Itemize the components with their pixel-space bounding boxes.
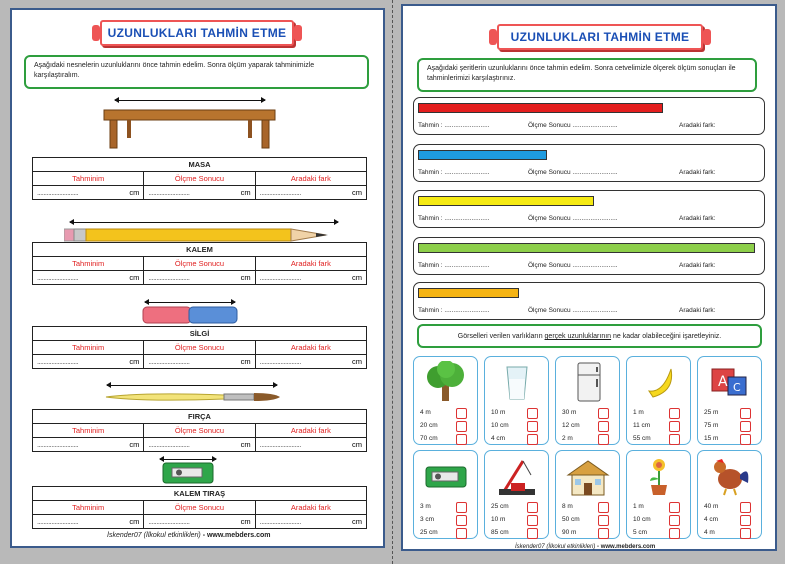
option-label: 4 cm [491, 435, 506, 442]
colored-strip [418, 103, 663, 113]
svg-text:A: A [718, 374, 728, 390]
sharpener-icon [422, 455, 470, 497]
right-instruction-2: Görselleri verilen varlıkların gerçek uzunluklarının ne kadar olabileceğini işaretleyiniz. [417, 324, 762, 348]
option-checkbox[interactable] [456, 408, 467, 419]
measure-field[interactable]: .......................... cm [144, 515, 255, 529]
option-label: 85 cm [491, 529, 509, 536]
diff-field[interactable]: .......................... cm [255, 186, 366, 200]
option-label: 3 cm [420, 516, 435, 523]
strip-measure-field[interactable]: Ölçme Sonucu ......................... [528, 215, 618, 222]
masa-title: MASA [33, 158, 367, 172]
colored-strip [418, 288, 519, 298]
sharpener-icon [162, 462, 214, 484]
option-checkbox[interactable] [527, 515, 538, 526]
option-checkbox[interactable] [456, 528, 467, 539]
guess-field[interactable]: .......................... cm [33, 515, 144, 529]
header-diff: Aradaki fark [255, 424, 366, 438]
option-label: 25 cm [420, 529, 438, 536]
option-checkbox[interactable] [527, 408, 538, 419]
eraser-icon [142, 305, 238, 325]
option-label: 12 cm [562, 422, 580, 429]
option-checkbox[interactable] [669, 434, 680, 445]
option-label: 75 m [704, 422, 719, 429]
strip-row [413, 190, 765, 228]
option-label: 1 m [633, 503, 644, 510]
header-diff: Aradaki fark [255, 257, 366, 271]
kalem-title: KALEM [33, 243, 367, 257]
silgi-title: SİLGİ [33, 327, 367, 341]
strip-row [413, 237, 765, 275]
option-checkbox[interactable] [740, 515, 751, 526]
option-checkbox[interactable] [598, 421, 609, 432]
strip-measure-field[interactable]: Ölçme Sonucu ......................... [528, 307, 618, 314]
measure-field[interactable]: .......................... cm [144, 271, 255, 285]
measure-field[interactable]: .......................... cm [144, 438, 255, 452]
option-checkbox[interactable] [527, 502, 538, 513]
strip-diff-field[interactable]: Aradaki fark: [679, 262, 716, 269]
strip-guess-field[interactable]: Tahmin : ......................... [418, 169, 490, 176]
right-worksheet [401, 4, 777, 551]
right-instruction: Aşağıdaki şeritlerin uzunluklarını önce tahmin edelim. Sonra cetvelimizle ölçerek ölçüm sonuçları ile tahminlerimizi karşılaştırınız. [417, 58, 757, 92]
option-checkbox[interactable] [598, 502, 609, 513]
header-diff: Aradaki fark [255, 341, 366, 355]
masa-table [32, 157, 367, 200]
option-checkbox[interactable] [456, 434, 467, 445]
guess-field[interactable]: .......................... cm [33, 438, 144, 452]
header-measure: Ölçme Sonucu [144, 341, 255, 355]
header-diff: Aradaki fark [255, 172, 366, 186]
option-checkbox[interactable] [456, 421, 467, 432]
measure-card [697, 356, 762, 445]
table-icon [102, 106, 277, 150]
measure-card [555, 450, 620, 539]
option-label: 4 cm [704, 516, 719, 523]
diff-field[interactable]: .......................... cm [255, 271, 366, 285]
kalem-length-arrow [70, 222, 338, 223]
firca-title: FIRÇA [33, 410, 367, 424]
header-measure: Ölçme Sonucu [144, 257, 255, 271]
firca-table [32, 409, 367, 452]
option-label: 90 m [562, 529, 577, 536]
strip-guess-field[interactable]: Tahmin : ......................... [418, 215, 490, 222]
measure-card [484, 450, 549, 539]
option-checkbox[interactable] [669, 408, 680, 419]
left-instruction: Aşağıdaki nesnelerin uzunluklarını önce tahmin edelim. Sonra ölçüm yaparak tahminimizle karşılaştıralım. [24, 55, 369, 89]
option-label: 11 cm [633, 422, 651, 429]
diff-field[interactable]: .......................... cm [255, 438, 366, 452]
guess-field[interactable]: .......................... cm [33, 271, 144, 285]
option-checkbox[interactable] [456, 515, 467, 526]
strip-row [413, 144, 765, 182]
strip-guess-field[interactable]: Tahmin : ......................... [418, 307, 490, 314]
glass-icon [493, 361, 541, 403]
abc-block-icon [706, 361, 754, 403]
option-label: 70 cm [420, 435, 438, 442]
option-label: 10 cm [491, 422, 509, 429]
option-checkbox[interactable] [527, 528, 538, 539]
measure-card [697, 450, 762, 539]
option-checkbox[interactable] [669, 528, 680, 539]
strip-measure-field[interactable]: Ölçme Sonucu ......................... [528, 169, 618, 176]
silgi-table [32, 326, 367, 369]
firca-length-arrow [107, 385, 277, 386]
crane-icon [493, 455, 541, 497]
option-label: 25 m [704, 409, 719, 416]
header-guess: Tahminim [33, 341, 144, 355]
header-guess: Tahminim [33, 501, 144, 515]
kalemtiras-title: KALEM TIRAŞ [33, 487, 367, 501]
fridge-icon [564, 361, 612, 403]
strip-row [413, 97, 765, 135]
header-measure: Ölçme Sonucu [144, 424, 255, 438]
header-guess: Tahminim [33, 424, 144, 438]
option-checkbox[interactable] [740, 421, 751, 432]
strip-measure-field[interactable]: Ölçme Sonucu ......................... [528, 122, 618, 129]
diff-field[interactable]: .......................... cm [255, 355, 366, 369]
option-label: 10 m [491, 409, 506, 416]
option-label: 25 cm [491, 503, 509, 510]
option-checkbox[interactable] [598, 408, 609, 419]
strip-guess-field[interactable]: Tahmin : ......................... [418, 122, 490, 129]
house-icon [564, 455, 612, 497]
option-checkbox[interactable] [669, 502, 680, 513]
left-footer: İskender07 (İlkokul etkinlikleri) - www.mebders.com [107, 532, 271, 539]
option-checkbox[interactable] [740, 434, 751, 445]
strip-diff-field[interactable]: Aradaki fark: [679, 215, 716, 222]
option-label: 40 m [704, 503, 719, 510]
measure-field[interactable]: .......................... cm [144, 186, 255, 200]
option-label: 20 cm [420, 422, 438, 429]
header-measure: Ölçme Sonucu [144, 172, 255, 186]
colored-strip [418, 196, 594, 206]
option-checkbox[interactable] [527, 421, 538, 432]
option-checkbox[interactable] [740, 502, 751, 513]
kalemtiras-table [32, 486, 367, 529]
rooster-icon [706, 455, 754, 497]
diff-field[interactable]: .......................... cm [255, 515, 366, 529]
guess-field[interactable]: .......................... cm [33, 355, 144, 369]
option-checkbox[interactable] [740, 408, 751, 419]
header-guess: Tahminim [33, 257, 144, 271]
measure-card [555, 356, 620, 445]
kalemtiras-length-arrow [160, 459, 216, 460]
measure-card [413, 356, 478, 445]
option-label: 3 m [420, 503, 431, 510]
header-diff: Aradaki fark [255, 501, 366, 515]
colored-strip [418, 150, 547, 160]
measure-card [413, 450, 478, 539]
strip-measure-field[interactable]: Ölçme Sonucu ......................... [528, 262, 618, 269]
option-label: 4 m [704, 529, 715, 536]
kalem-table [32, 242, 367, 285]
left-worksheet [10, 8, 385, 548]
option-checkbox[interactable] [598, 528, 609, 539]
colored-strip [418, 243, 755, 253]
option-label: 50 cm [562, 516, 580, 523]
strip-diff-field[interactable]: Aradaki fark: [679, 169, 716, 176]
measure-card [626, 356, 691, 445]
right-footer: İskender07 (İlkokul etkinlikleri) - www.mebders.com [515, 544, 656, 550]
strip-diff-field[interactable]: Aradaki fark: [679, 122, 716, 129]
silgi-length-arrow [145, 302, 235, 303]
option-label: 2 m [562, 435, 573, 442]
option-label: 30 m [562, 409, 577, 416]
tree-icon [422, 361, 470, 403]
masa-length-arrow [115, 100, 265, 101]
option-checkbox[interactable] [669, 515, 680, 526]
measure-card [484, 356, 549, 445]
left-title: UZUNLUKLARI TAHMİN ETME [100, 20, 294, 46]
brush-icon [104, 389, 282, 405]
measure-field[interactable]: .......................... cm [144, 355, 255, 369]
header-measure: Ölçme Sonucu [144, 501, 255, 515]
measure-card [626, 450, 691, 539]
guess-field[interactable]: .......................... cm [33, 186, 144, 200]
svg-text:C: C [733, 381, 741, 394]
option-label: 10 m [491, 516, 506, 523]
option-label: 1 m [633, 409, 644, 416]
option-label: 4 m [420, 409, 431, 416]
option-checkbox[interactable] [598, 515, 609, 526]
option-checkbox[interactable] [527, 434, 538, 445]
option-checkbox[interactable] [669, 421, 680, 432]
option-label: 15 m [704, 435, 719, 442]
option-label: 10 cm [633, 516, 651, 523]
option-checkbox[interactable] [456, 502, 467, 513]
option-label: 5 cm [633, 529, 648, 536]
option-label: 8 m [562, 503, 573, 510]
page-divider [392, 0, 394, 564]
option-checkbox[interactable] [740, 528, 751, 539]
banana-icon [635, 361, 683, 403]
right-title: UZUNLUKLARI TAHMİN ETME [497, 24, 703, 50]
strip-guess-field[interactable]: Tahmin : ......................... [418, 262, 490, 269]
flower-pot-icon [635, 455, 683, 497]
strip-diff-field[interactable]: Aradaki fark: [679, 307, 716, 314]
header-guess: Tahminim [33, 172, 144, 186]
strip-row [413, 282, 765, 320]
option-checkbox[interactable] [598, 434, 609, 445]
option-label: 55 cm [633, 435, 651, 442]
